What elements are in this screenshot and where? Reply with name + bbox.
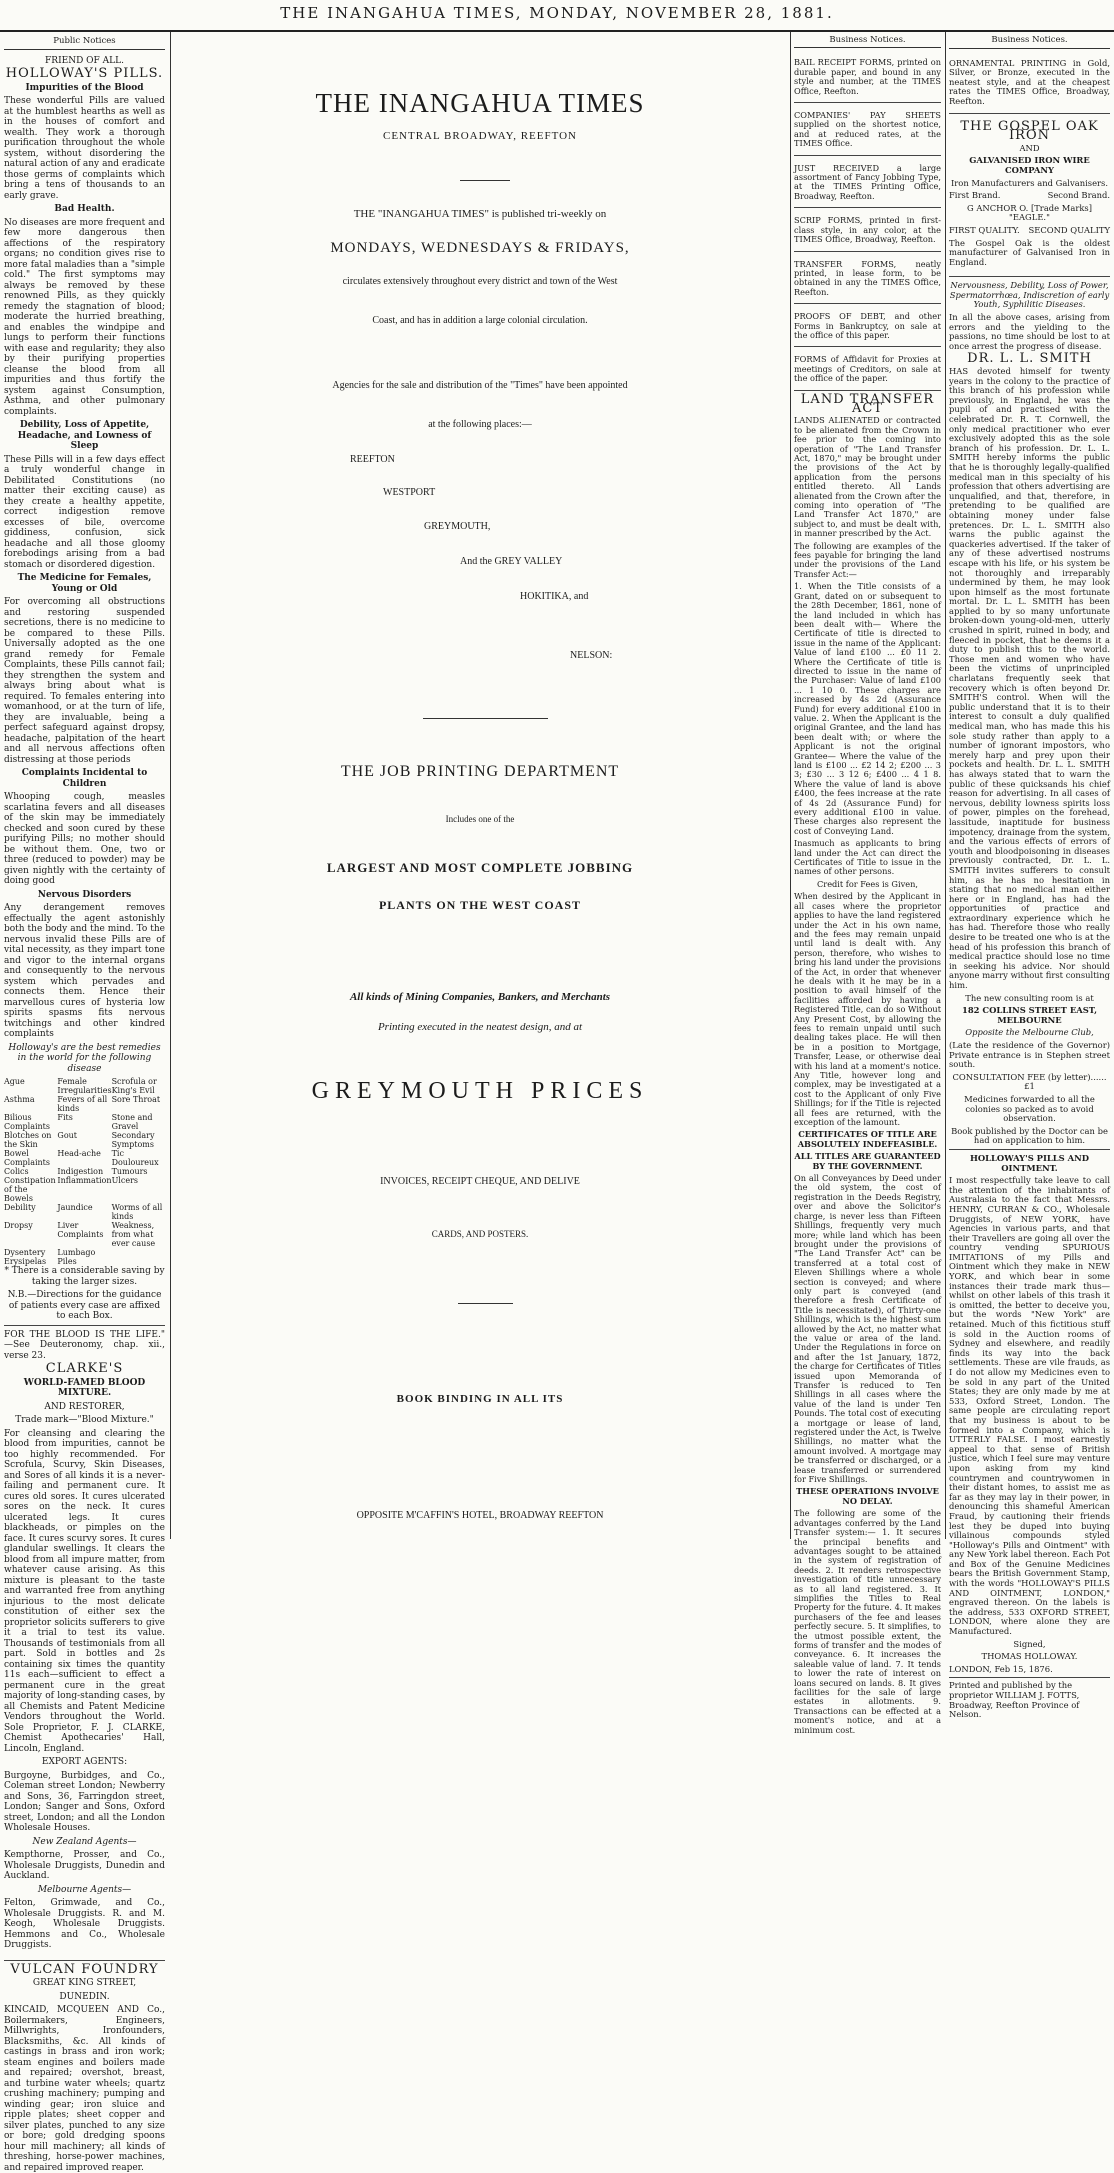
brand-row	[949, 191, 1110, 201]
ointment-title: HOLLOWAY'S PILLS AND OINTMENT.	[969, 1152, 1090, 1173]
largest-plants: LARGEST AND MOST COMPLETE JOBBING	[326, 860, 634, 875]
disease-item: Head-ache	[57, 1149, 101, 1158]
column-divider	[170, 32, 171, 1539]
printing-note: Printing executed in the neatest design, and at	[377, 1021, 583, 1033]
guaranteed-title: ALL TITLES ARE GUARANTEED BY THE GOVERNMENT.	[794, 1151, 941, 1171]
bad-health-heading: Bad Health.	[54, 204, 115, 214]
divider	[460, 180, 510, 181]
gospel-oak-ad	[949, 118, 1110, 278]
disease-item: Female Irregularities	[57, 1077, 112, 1095]
disease-item: Colics	[4, 1167, 29, 1176]
quality-row	[949, 226, 1110, 236]
disease-item: Scrofula or King's Evil	[111, 1077, 157, 1095]
advantages-list: The following are some of the advantages conferred by the Land Transfer system:— 1. It secures the principal benefits and advantages sought to be attained in the system of registration of deeds. 2. It renders retrospective investigation of title unnecessary as to all land registered. 3. It simplifies the Titles to Real Property for the future. 4. It makes purchasers of the fee and leases perfectly secure. 5. It simplifies, to the utmost possible extent, the forms of transfer and the modes of conveyance. 6. It increases the saleable value of land. 7. It tends to lower the rate of interest on loans secured on lands. 8. It gives facilities for the sale of large estates in allotments. 9. Transactions can be effected at a moment's notice, and at a minimum cost.	[794, 1508, 941, 1735]
disease-item: Tumours	[111, 1167, 148, 1176]
type-received-ad: JUST RECEIVED a large assortment of Fancy Jobbing Type, at the TIMES Printing Office, Broadway, Reefton.	[794, 160, 941, 209]
smith-title: DR. L. L. SMITH	[967, 351, 1092, 367]
gospel-oak-company: GALVANISED IRON WIRE COMPANY	[969, 155, 1090, 175]
second-quality: SECOND QUALITY	[1028, 224, 1110, 235]
clarke-title: WORLD-FAMED BLOOD MIXTURE.	[23, 1377, 146, 1398]
ointment-ad	[949, 1149, 1110, 1674]
vulcan-body: KINCAID, MCQUEEN AND Co., Boilermakers, Engineers, Millwrights, Ironfounders, Blacksmiths, &c. All kinds of castings in brass and iron work; steam engines and boilers made and repaired; overshot, breast, and turbine water wheels; quartz crushing machinery; pumping and winding gear; iron sluice and ripple plates; sheet copper and silver plates, punched to any size or bore; gold dredging spoons hour mill machinery; all kinds of threshing, horse-power machines, and repaired improved reaper.	[4, 2005, 165, 2173]
holloway-subtitle: Impurities of the Blood	[25, 82, 144, 93]
scrip-forms-ad: SCRIP FORMS, printed in first-class style, in any color, at the TIMES Office, Broadway, Reefton.	[794, 212, 941, 251]
disease-item: Constipation of the Bowels	[4, 1176, 56, 1203]
disease-item: Liver Complaints	[57, 1221, 104, 1239]
book-binding: BOOK BINDING IN ALL ITS	[396, 1393, 564, 1405]
land-transfer-title: LAND TRANSFER ACT	[800, 391, 935, 416]
published-intro: THE "INANGAHUA TIMES" is published tri-weekly on	[353, 208, 607, 220]
greymouth-prices: GREYMOUTH PRICES	[311, 1078, 649, 1104]
disease-item: Sore Throat	[111, 1095, 161, 1104]
clarke-body: For cleansing and clearing the blood from impurities, cannot be too highly recommended. For Scrofula, Scurvy, Skin Diseases, and Sores of all kinds it is a never-failing and permanent cure. It cures old sores. It cures ulcerated sores on the neck. It cures ulcerated legs. It cures blackheads, or pimples on the face. It cures scurvy sores. It cures glandular swellings. It clears the blood from all impure matter, from whatever cause arising. As this mixture is pleasant to the taste and warranted free from anything injurious to the most delicate constitution of either sex the proprietor solicits sufferers to give it a trial to test its value. Thousands of testimonials from all part. Sold in bottles and 2s containing six times the quantity 11s each—sufficient to effect a permanent cure in the great majority of long-standing cases, by all Chemists and Patent Medicine Vendors throughout the World. Sole Proprietor, F. J. CLARKE, Chemist Apothecaries' Hall, Lincoln, England.	[4, 1428, 165, 1754]
disease-item: Piles	[57, 1257, 77, 1266]
center-title: THE INANGAHUA TIMES	[315, 88, 645, 118]
best-remedies: Holloway's are the best remedies in the world for the following disease	[8, 1042, 161, 1074]
section-header: Public Notices	[4, 36, 165, 50]
pay-sheets-ad: COMPANIES' PAY SHEETS supplied on the shortest notice, and at reduced rates, at the TIMES Office.	[794, 107, 941, 156]
disease-item: Dropsy	[4, 1221, 33, 1230]
place-hokitika: HOKITIKA, and	[520, 591, 589, 602]
section-header: Business Notices.	[949, 36, 1110, 49]
signed-label: Signed,	[1013, 1638, 1046, 1649]
place-nelson: NELSON:	[570, 650, 613, 661]
disease-item: Debility	[4, 1203, 36, 1212]
plants-west-coast: PLANTS ON THE WEST COAST	[378, 898, 582, 912]
disease-item: Gout	[57, 1131, 77, 1140]
certificates-title: CERTIFICATES OF TITLE ARE ABSOLUTELY INDEFEASIBLE.	[797, 1129, 938, 1149]
smith-consult: The new consulting room is at	[965, 992, 1094, 1003]
nz-agents-heading: New Zealand Agents—	[32, 1836, 137, 1847]
debility-heading: Debility, Loss of Appetite, Headache, and Lowness of Sleep	[17, 420, 152, 451]
office-location: OPPOSITE M'CAFFIN'S HOTEL, BROADWAY REEFTON	[356, 1510, 604, 1521]
bail-receipt-ad: BAIL RECEIPT FORMS, printed on durable paper, and bound in any style and number, at the TIMES Office, Reefton.	[794, 54, 941, 103]
disease-item: Jaundice	[57, 1203, 93, 1212]
place-reefton: REEFTON	[350, 454, 395, 465]
smith-fee: CONSULTATION FEE (by letter)......£1	[952, 1071, 1107, 1092]
ointment-body: I most respectfully take leave to call the attention of the inhabitants of Australasia to the fact that Messrs. HENRY, CURRAN & CO., Wholesale Druggists, of NEW YORK, have Agencies in various parts, and that their Travellers are going all over the country vending SPURIOUS IMITATIONS of my Pills and Ointment which they make in NEW YORK, and which bear in some instances their trade mark thus—whilst on other labels of this trash it is omitted, the better to deceive you, but the words "New York" are retained. Much of this fictitious stuff is sold in the Auction rooms of Sydney and elsewhere, and readily finds its way into the back settlements. These are vile frauds, as I do not allow my Medicines even to be sold in any part of the United States; they are only made by me at 533, Oxford Street, London. The same people are circulating report that my business is about to be formed into a Company, which is UTTERLY FALSE. I most earnestly appeal to that sense of British justice, which I feel sure may venture upon asking from my kind countrymen and countrywomen in their distant homes, to assist me as far as they may lay in their power, in denouncing this shameful American Fraud, by cautioning their friends lest they be duped into buying villainous compounds styled "Holloway's Pills and Ointment" with any New York label thereon. Each Pot and Box of the Genuine Medicines bears the British Government Stamp, with the words "HOLLOWAY'S PILLS AND OINTMENT, LONDON," engraved thereon. On the labels is the address, 533 OXFORD STREET, LONDON, where alone they are Manufactured.	[949, 1175, 1110, 1637]
disease-list	[4, 1077, 165, 1266]
vulcan-title: VULCAN FOUNDRY	[10, 1961, 159, 1977]
divider	[423, 718, 548, 719]
fees-intro: The following are examples of the fees payable for bringing the land under the provisions of the Land Transfer Act:—	[794, 540, 941, 579]
nervousness-heading: Nervousness, Debility, Loss of Power, Spermatorrhœa, Indiscretion of early Youth, Syphilitic Diseases.	[949, 280, 1110, 310]
smith-medicines: Medicines forwarded to all the colonies so packed as to avoid observation.	[964, 1093, 1095, 1124]
divider	[458, 1303, 513, 1304]
disease-item: Bowel Complaints	[4, 1149, 51, 1167]
proofs-of-debt-ad: PROOFS OF DEBT, and other Forms in Bankruptcy, on sale at the office of this paper.	[794, 308, 941, 347]
disease-item: Ulcers	[111, 1176, 139, 1185]
vulcan-city: DUNEDIN.	[59, 1991, 110, 2002]
saving-note: * There is a considerable saving by taking the larger sizes.	[4, 1266, 165, 1287]
certificates-body: On all Conveyances by Deed under the old system, the cost of registration in the Deeds Registry, over and above the Solicitor's charge, is never less than Fifteen Shillings, frequently very much more; while land which has been brought under the provisions of "The Land Transfer Act" can be transferred at a total cost of Eleven Shillings where a whole section is conveyed; and where only part is conveyed (and therefore a fresh Certificate of Title is necessitated), of Thirty-one Shillings, which is the highest sum allowed by the Act, no matter what the value or area of the land. Under the Regulations in force on and after the 1st January, 1872, the charge for Certificates of Titles issued upon Memoranda of Transfer is reduced to Ten Shillings in all cases where the value of the land is under Ten Pounds. The total cost of executing a mortgage or lease of land, registered under the Act, is Twelve Shillings, no matter what the amount involved. A mortgage may be transferred or discharged, or a lease transferred or surrendered for Five Shillings.	[794, 1173, 941, 1485]
smith-book: Book published by the Doctor can be had on application to him.	[951, 1125, 1108, 1146]
ornamental-printing-ad: ORNAMENTAL PRINTING in Gold, Silver, or Bronze, executed in the neatest style, and at the cheapest rates the TIMES Office, Broadway, Reefton.	[949, 55, 1110, 114]
disease-item: Fevers of all kinds	[57, 1095, 108, 1113]
holloway-signature: THOMAS HOLLOWAY.	[981, 1651, 1078, 1662]
disease-item: Secondary Symptoms	[111, 1131, 155, 1149]
nervous-body: Any derangement removes effectually the agent astonishly both the body and the mind. To the nervous invalid these Pills are of vital necessity, as they impart tone and vigor to the internal organs and consequently to the nervous system which pervades and connects them. Hence their marvellous cures of hysteria low spirits spasms fits nervous twitchings and other kindred complaints	[4, 903, 165, 1039]
section-header: Business Notices.	[794, 36, 941, 48]
circulation-note: circulates extensively throughout every district and town of the West	[342, 276, 618, 287]
disease-item: Tic Douloureux	[111, 1149, 159, 1167]
gospel-oak-note: The Gospel Oak is the oldest manufacturer of Galvanised Iron in England.	[949, 237, 1110, 267]
gospel-oak-title: THE GOSPEL OAK IRON	[960, 118, 1099, 144]
smith-body: HAS devoted himself for twenty years in the colony to the practice of this branch of his profession while previously, in England, he was the pupil of and practised with the celebrated Dr. R. T. Cornwell, the only medical practitioner who ever exclusively adopted this as the sole branch of his profession. Dr. L. L. SMITH hereby informs the public that he is thoroughly legally-qualified medical man in this specialty of his profession that others advertising are unqualified, and that, therefore, in pretending to be qualified are obtaining money under false pretences. Dr. L. L. SMITH also warns the public against the quackeries advertised. If the taker of any of these advertised nostrums escape with his life, or his system be not thoroughly and irreparably undermined by them, he may look upon himself as the most fortunate mortal. Dr. L. L. SMITH has been applied to by so many unfortunate broken-down young-old-men, utterly crushed in spirit, ruined in body, and fleeced in pocket, that he deems it a duty to publish this to the world. Those men and women who have been the victims of unprincipled charlatans frequently seek that recovery which is often beyond Dr. SMITH'S control. When will the public understand that it is to their interest to consult a duly qualified medical man, who has made this his sole study rather than apply to a number of ignorant impostors, who merely harp and prey upon their pockets and health. Dr. L. L. SMITH has always stated that to warn the public of these quicksands his chief reason for advertising. In all cases of nervous, debility lowness spirits loss of power, pimples on the forehead, lassitude, inaptitude for business impotency, drainage from the system, and the various effects of errors of youth and bloodpoisoning in diseases previously contracted, Dr. L. L. SMITH invites sufferers to consult him, as he has no hesitation in stating that no medical man either here or in England, has had the opportunities of practice and extraordinary experience which he has had. Therefore those who really desire to be treated one who is at the head of his profession this branch of medical practice should lose no time in seeking his advice. Nor should anyone marry without first consulting him.	[949, 366, 1110, 991]
smith-late: (Late the residence of the Governor) Private entrance is in Stephen street south.	[949, 1040, 1110, 1070]
clarke-name: CLARKE'S	[45, 1361, 124, 1376]
all-kinds-note: All kinds of Mining Companies, Bankers, and Merchants	[349, 991, 611, 1003]
disease-item: Worms of all kinds	[111, 1203, 163, 1221]
friend-heading: FRIEND OF ALL.	[45, 55, 124, 66]
inasmuch-note: Inasmuch as applicants to bring land under the Act can direct the Certificates of Title to issue in the names of other persons.	[794, 838, 941, 877]
bad-health-body: No diseases are more frequent and few more dangerous then affections of the respiratory organs; no condition gives rise to more fatal maladies than a "simple cold." The first symptoms may always be removed by these renowned Pills, as they quickly remedy the stagnation of blood; moderate the hurried breathing, and enables the windpipe and lungs to perform their functions with ease and regularity; they also by their purifying properties cleanse the blood from all impurities and thus fortify the system against Consumption, Asthma, and other pulmonary complaints.	[4, 217, 165, 417]
fees-body: 1. When the Title consists of a Grant, dated on or subsequent to the 28th December, 1861, none of the land included in which has been dealt with— Where the Certificate of title is directed to issue in the name of the Applicant: Value of land £100 ... £0 11 2. Where the Certificate of title is directed to issue in the name of the Purchaser: Value of land £100 ... 1 10 0. These charges are increased by 4s 2d (Assurance Fund) for every additional £100 in value. 2. When the Applicant is the original Grantee, and the land has been dealt with; or where the Applicant is not the original Grantee— Where the value of the land is £100 ... £2 14 2; £200 ... 3 3; £30 ... 3 12 6; £400 ... 4 1 8. Where the value of land is above £400, the fees increase at the rate of 4s 2d (Assurance Fund) for every additional £100 in value. These charges also represent the cost of Conveying Land.	[794, 581, 941, 836]
masthead: THE INANGAHUA TIMES, MONDAY, NOVEMBER 28, 1881.	[280, 4, 834, 22]
disease-item: Lumbago	[57, 1248, 96, 1257]
place-westport: WESTPORT	[383, 487, 436, 498]
credit-heading: Credit for Fees is Given,	[817, 878, 918, 889]
imprint: Printed and published by the proprietor WILLIAM J. FOTTS, Broadway, Reefton Province of Nelson.	[949, 1677, 1110, 1719]
nervous-heading: Nervous Disorders	[37, 889, 132, 900]
clarke-ad	[4, 1325, 165, 1961]
right-column	[949, 35, 1110, 1720]
blood-quote: FOR THE BLOOD IS THE LIFE." —See Deuteronomy, chap. xii., verse 23.	[4, 1329, 165, 1361]
left-column	[4, 36, 165, 2173]
melbourne-agents-heading: Melbourne Agents—	[37, 1884, 132, 1895]
credit-body: When desired by the Applicant in all cases where the proprietor applies to have the land registered under the Act in his own name, and the fees may remain unpaid until land is dealt with. Any person, therefore, who wishes to bring his land under the provisions of the Act, in order that whenever he deals with it he may be in a position to avail himself of the facilities afforded by having a Registered Title, can do so Without Any Present Cost, by allowing the fees to remain unpaid until such dealing takes place. He will then be in a position to Mortgage, Transfer, Lease, or otherwise deal with his land at a moment's notice. Any Title, however long and complex, may be investigated at a cost to the Applicant of only Five Shillings; for if the Title is rejected all fees are returned, with the exception of the lamount.	[794, 891, 941, 1128]
disease-item: Weakness, from what ever cause	[111, 1221, 156, 1248]
melbourne-agents-body: Felton, Grimwade, and Co., Wholesale Druggists. R. and M. Keogh, Wholesale Druggists. Hemmons and Co., Wholesale Druggists.	[4, 1898, 165, 1950]
disease-item	[112, 1257, 165, 1266]
directions-note: N.B.—Directions for the guidance of patients every case are affixed to each Box.	[7, 1290, 162, 1321]
business-column	[794, 35, 941, 1735]
column-divider	[790, 32, 791, 1539]
export-agents-heading: EXPORT AGENTS:	[41, 1757, 128, 1767]
land-transfer-body: LANDS ALIENATED or contracted to be alienated from the Crown in fee prior to the coming into operation of "The Land Transfer Act, 1870," may be brought under the provisions of the Act by application from the persons entitled thereto. All Lands alienated from the Crown after the coming into operation of "The Land Transfer Act 1870," are subject to, and must be dealt with, in manner prescribed by the Act.	[794, 415, 941, 539]
masthead-rule	[0, 30, 1114, 32]
disease-item: Asthma	[4, 1095, 35, 1104]
transfer-forms-ad: TRANSFER FORMS, neatly printed, in lease form, to be obtained in any the TIMES Office, Reefton.	[794, 256, 941, 305]
debility-body: These Pills will in a few days effect a truly wonderful change in Debilitated Constitutions (no matter their exciting cause) as they create a healthy appetite, correct indigestion remove excesses of bile, overcome giddiness, confusion, sick headache and all those gloomy forebodings arising from a bad stomach or disordered digestion.	[4, 454, 165, 570]
agencies-note: Agencies for the sale and distribution of the "Times" have been appointed	[332, 380, 628, 391]
column-divider	[945, 32, 946, 1539]
disease-item: Stone and Gravel	[111, 1113, 153, 1131]
females-body: For overcoming all obstructions and restoring suspended secretions, there is no medicine to be compared to these Pills. Universally adopted as the one grand remedy for Female Complaints, these Pills cannot fail; they strengthen the system and always bring about what is required. To females entering into womanhood, or at the turn of life, they are invaluable, being a perfect safeguard against dropsy, headache, palpitation of the heart and all nervous affections often distressing at those periods	[4, 597, 165, 765]
disease-item: Erysipelas	[4, 1257, 47, 1266]
includes-note: Includes one of the	[445, 814, 515, 824]
vulcan-street: GREAT KING STREET,	[32, 1978, 137, 1988]
disease-item: Bilious Complaints	[4, 1113, 51, 1131]
disease-item: Inflammation	[57, 1176, 112, 1185]
job-printing-title: THE JOB PRINTING DEPARTMENT	[340, 763, 620, 780]
nz-agents-body: Kempthorne, Prosser, and Co., Wholesale Druggists, Dunedin and Auckland.	[4, 1850, 165, 1881]
place-grey-valley: And the GREY VALLEY	[460, 556, 563, 567]
females-heading: The Medicine for Females, Young or Old	[17, 573, 152, 594]
children-body: Whooping cough, measles scarlatina fevers and all diseases of the skin may be immediately checked and soon cured by these purifying Pills; no mother should be without them. One, two or three (reduced to powder) may be given nightly with the certainty of doing good	[4, 792, 165, 886]
disease-item: Indigestion	[57, 1167, 104, 1176]
coast-note: Coast, and has in addition a large colonial circulation.	[372, 315, 588, 326]
affidavit-forms-ad: FORMS of Affidavit for Proxies at meetings of Creditors, on sale at the office of the paper.	[794, 351, 941, 390]
gospel-oak-and: AND	[1019, 142, 1040, 153]
smith-opposite: Opposite the Melbourne Club,	[965, 1027, 1094, 1038]
export-agents-body: Burgoyne, Burbidges, and Co., Coleman street London; Newberry and Sons, 36, Farringdon street, London; Sanger and Sons, Oxford street, London; and all the London Wholesale Houses.	[4, 1770, 165, 1833]
no-delay-title: THESE OPERATIONS INVOLVE NO DELAY.	[796, 1486, 939, 1506]
clarke-trademark: Trade mark—"Blood Mixture."	[15, 1415, 154, 1425]
smith-address: 182 COLLINS STREET EAST, MELBOURNE	[962, 1005, 1097, 1025]
first-quality: FIRST QUALITY.	[949, 224, 1020, 235]
children-heading: Complaints Incidental to Children	[21, 768, 148, 789]
cards-posters: CARDS, AND POSTERS.	[431, 1229, 529, 1239]
disease-item: Blotches on the Skin	[4, 1131, 52, 1149]
clarke-restorer: AND RESTORER,	[44, 1401, 125, 1412]
invoices-note: INVOICES, RECEIPT CHEQUE, AND DELIVE	[380, 1176, 580, 1187]
center-address: CENTRAL BROADWAY, REEFTON	[383, 130, 577, 142]
second-brand: Second Brand.	[1047, 190, 1110, 201]
publishing-days: MONDAYS, WEDNESDAYS & FRIDAYS,	[330, 240, 630, 256]
gospel-oak-subtitle: Iron Manufacturers and Galvanisers.	[950, 177, 1109, 188]
holloway-title: HOLLOWAY'S PILLS.	[5, 66, 164, 81]
trade-marks: G ANCHOR O. [Trade Marks] "EAGLE."	[966, 202, 1092, 223]
first-brand: First Brand.	[949, 190, 1001, 201]
place-greymouth: GREYMOUTH,	[424, 521, 491, 532]
disease-item: Ague	[4, 1077, 25, 1086]
disease-item	[112, 1248, 165, 1257]
disease-item: Fits	[57, 1113, 73, 1122]
disease-item: Dysentery	[4, 1248, 46, 1257]
places-intro: at the following places:—	[428, 419, 532, 430]
ointment-date: LONDON, Feb 15, 1876.	[949, 1663, 1053, 1674]
holloway-body: These wonderful Pills are valued at the humblest hearths as well as in the houses of comfort and wealth. They work a thorough purification throughout the whole system, without disordering the natural action of any and eradicate those germs of complaints which bring a tens of thousands to an early grave.	[4, 96, 165, 201]
nervousness-body: In all the above cases, arising from errors and the yielding to the passions, no time should be lost to at once arrest the progress of disease.	[949, 312, 1110, 351]
